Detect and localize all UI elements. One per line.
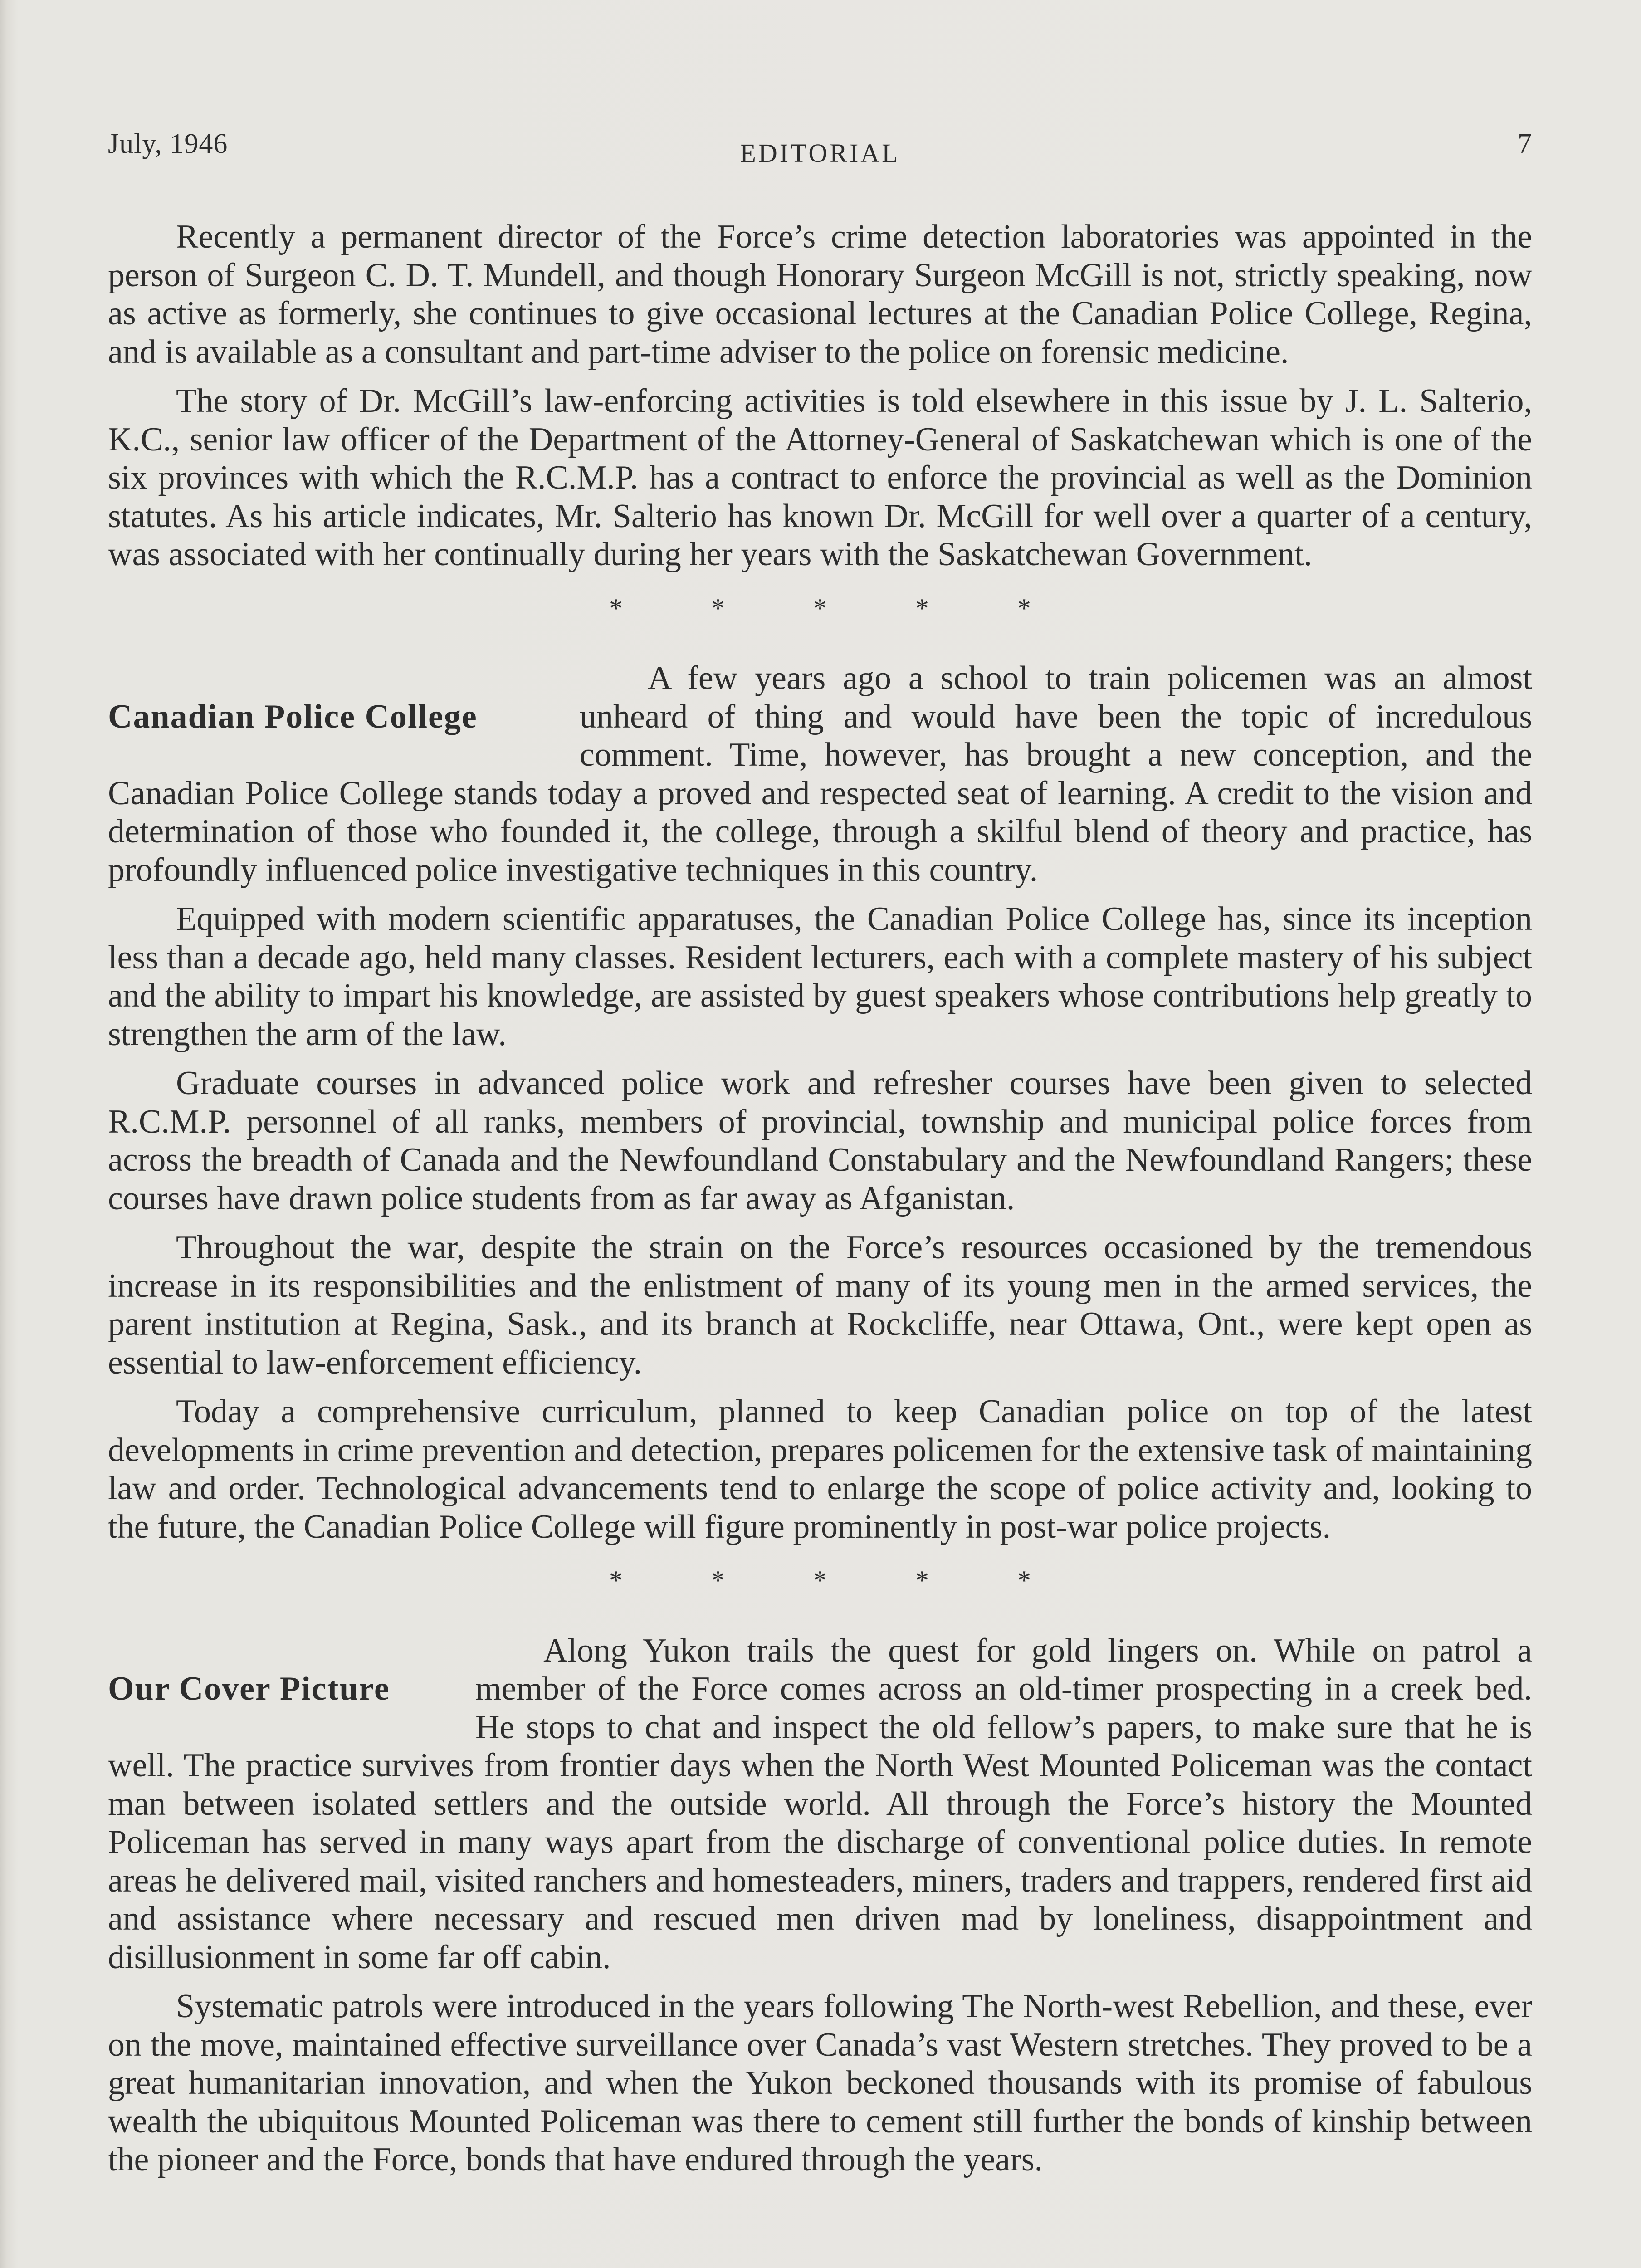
paragraph-6: Throughout the war, despite the strain on the Force’s resources occasioned by the tremendous increase in its responsibilities and the enlistment of many of its young men in the armed services, the parent institution at Regina, Sask., and its branch at Rockcliffe, near Ottawa, Ont., were kept open as essential to law-enforcement efficiency. <box>108 1229 1532 1381</box>
page-number: 7 <box>1518 128 1532 159</box>
sidehead-cover-picture: Our Cover Picture <box>108 1670 390 1707</box>
paragraph-2: The story of Dr. McGill’s law-enforcing activities is told elsewhere in this issue by J. L. Salterio, K.C., senior law officer of the Department of the Attorney-General of Saskatchewan which is one of the six provinces with which the R.C.M.P. has a contract to enforce the provincial as well as the Dominion statutes. As his article indicates, Mr. Salterio has known Dr. McGill for well over a quarter of a century, was associated with her continually during her years with the Saskatchewan Government. <box>108 382 1532 573</box>
section-separator-2: * * * * * <box>609 1565 1031 1595</box>
section-separator-1: * * * * * <box>609 593 1031 623</box>
editorial-body <box>108 218 1532 2190</box>
header-date: July, 1946 <box>108 128 228 159</box>
header-title: EDITORIAL <box>740 138 900 168</box>
paragraph-8: Along Yukon trails the quest for gold lingers on. While on patrol a member of the Force comes across an old-timer prospecting in a creek bed. He stops to chat and inspect the old fellow’s papers, to make sure that he is well. The practice survives from frontier days when the North West Mounted Policeman was the contact man between isolated settlers and the outside world. All through the Force’s history the Mounted Policeman has served in many ways apart from the discharge of conventional police duties. In remote areas he delivered mail, visited ranchers and homesteaders, miners, traders and trappers, rendered first aid and assistance where necessary and rescued men driven mad by loneliness, disappointment and disillusionment in some far off cabin. <box>108 1632 1532 1976</box>
running-header <box>108 128 1532 182</box>
section-cover-picture <box>108 1632 1532 2179</box>
sidehead-police-college: Canadian Police College <box>108 698 478 735</box>
paragraph-3: A few years ago a school to train policemen was an almost unheard of thing and would have been the topic of incredulous comment. Time, however, has brought a new conception, and the Canadian Police College stands today a proved and respected seat of learning. A credit to the vision and determination of those who founded it, the college, through a skilful blend of theory and practice, has profoundly influenced police investigative techniques in this country. <box>108 660 1532 889</box>
paragraph-4: Equipped with modern scientific apparatuses, the Canadian Police College has, since its inception less than a decade ago, held many classes. Resident lecturers, each with a complete mastery of his subject and the ability to impart his knowledge, are assisted by guest speakers whose contributions help greatly to strengthen the arm of the law. <box>108 900 1532 1053</box>
paragraph-7: Today a comprehensive curriculum, planned to keep Canadian police on top of the latest developments in crime prevention and detection, prepares policemen for the extensive task of maintaining law and order. Technological advancements tend to enlarge the scope of police activity and, looking to the future, the Canadian Police College will figure prominently in post-war police projects. <box>108 1393 1532 1545</box>
section-police-college <box>108 659 1532 1546</box>
paragraph-5: Graduate courses in advanced police work and refresher courses have been given to selected R.C.M.P. personnel of all ranks, members of provincial, township and municipal police forces from across the breadth of Canada and the Newfoundland Constabulary and the Newfoundland Rangers; these courses have drawn police students from as far away as Afganistan. <box>108 1065 1532 1217</box>
paragraph-9: Systematic patrols were introduced in the years following The North-west Rebellion, and these, ever on the move, maintained effective surveillance over Canada’s vast Western stretches. They proved to be a great humanitarian innovation, and when the Yukon beckoned thousands with its promise of fabulous wealth the ubiquitous Mounted Policeman was there to cement still further the bonds of kinship between the pioneer and the Force, bonds that have endured through the years. <box>108 1988 1532 2178</box>
paragraph-1: Recently a permanent director of the Force’s crime detection laboratories was appointed in the person of Surgeon C. D. T. Mundell, and though Honorary Surgeon McGill is not, strictly speaking, now as active as formerly, she continues to give occasional lectures at the Canadian Police College, Regina, and is available as a consultant and part-time adviser to the police on forensic medicine. <box>108 218 1532 371</box>
